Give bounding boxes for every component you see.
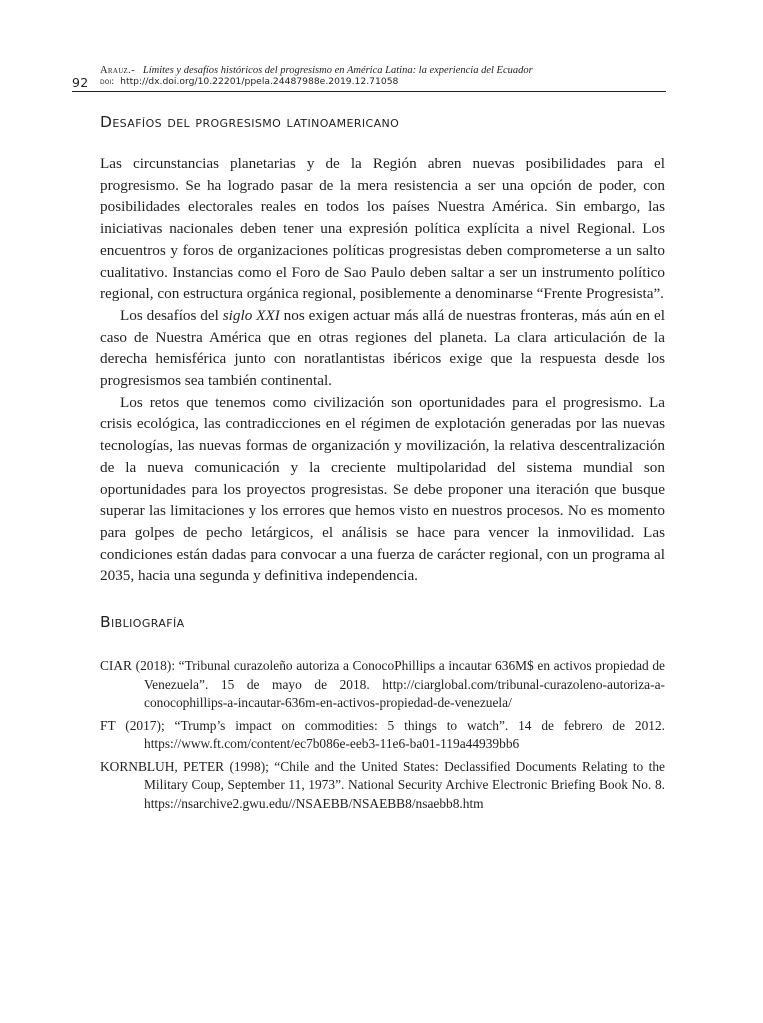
paragraph-2-italic: siglo XXI bbox=[222, 306, 280, 324]
bibliography-list bbox=[100, 657, 665, 813]
section-heading: Desafíos del progresismo latinoamericano bbox=[100, 113, 400, 131]
bibliography-entry: FT (2017); “Trump’s impact on commodities: 5 things to watch”. 14 de febrero de 2012. https://www.ft.com/content/ec7b086e-eeb3-11e6-ba01-119a44939bb6 bbox=[100, 717, 665, 752]
paragraph-2-end: nos exigen actuar más allá de nuestras fronteras, más aún en el caso de Nuestra América que en otras regiones del planeta. La clara articulación de la derecha hemisférica junto con noratlantistas ibéricos exige que la respuesta desde los progresismos sea también continental. bbox=[100, 306, 665, 390]
header-lines bbox=[100, 62, 666, 89]
paragraph-2 bbox=[100, 305, 665, 392]
main-content bbox=[100, 112, 665, 829]
bibliography-heading: Bibliografía bbox=[100, 613, 185, 632]
paragraph-1: Las circunstancias planetarias y de la Región abren nuevas posibilidades para el progresismo. Se ha logrado pasar de la mera resistencia a ser una opción de poder, con posibilidades electorales reales en todos los países Nuestra América. Sin embargo, las iniciativas nacionales deben tener una expresión política explícita a nivel Regional. Los encuentros y foros de organizaciones políticas progresistas deben comprometerse a un salto cualitativo. Instancias como el Foro de Sao Paulo deben saltar a ser un instrumento político regional, con estructura orgánica regional, posiblemente a denominarse “Frente Progresista”. bbox=[100, 155, 665, 303]
paragraph-2-start: Los desafíos del bbox=[120, 306, 223, 324]
doi-label: doi: bbox=[100, 76, 115, 87]
header-citation-line bbox=[100, 62, 666, 75]
doi-link[interactable]: http://dx.doi.org/10.22201/ppela.24487988e.2019.12.71058 bbox=[120, 76, 399, 87]
header-author: Arauz.- bbox=[100, 65, 135, 76]
page-number: 92 bbox=[72, 75, 89, 90]
bibliography-entry: KORNBLUH, PETER (1998); “Chile and the United States: Declassified Documents Relating to the Military Coup, September 11, 1973”. National Security Archive Electronic Briefing Book No. 8. https://nsarchive2.gwu.edu//NSAEBB/NSAEBB8/nsaebb8.htm bbox=[100, 758, 665, 811]
running-header bbox=[72, 62, 666, 92]
header-article-title: Límites y desafíos históricos del progresismo en América Latina: la experiencia del Ecuador bbox=[142, 65, 533, 76]
bibliography-entry: CIAR (2018): “Tribunal curazoleño autoriza a ConocoPhillips a incautar 636M$ en activos propiedad de Venezuela”. 15 de mayo de 2018. http://ciarglobal.com/tribunal-curazoleno-autoriza-a-conocophillips-a-incautar-636m-en-activos-propiedad-de-venezuela/ bbox=[100, 658, 665, 711]
paragraph-3: Los retos que tenemos como civilización son oportunidades para el progresismo. La crisis ecológica, las contradicciones en el régimen de explotación generadas por las nuevas tecnologías, las nuevas formas de organización y movilización, la relativa descentralización de la nueva comunicación y la creciente multipolaridad del sistema mundial son oportunidades para los proyectos progresistas. Se debe proponer una iteración que busque superar las limitaciones y los errores que hemos visto en nuestros procesos. No es momento para golpes de pecho letárgicos, el análisis se hace para vencer la inmovilidad. Las condiciones están dadas para convocar a una fuerza de carácter regional, con un programa al 2035, hacia una segunda y definitiva independencia. bbox=[100, 393, 665, 585]
header-divider bbox=[72, 91, 666, 92]
header-doi-line bbox=[100, 75, 666, 89]
